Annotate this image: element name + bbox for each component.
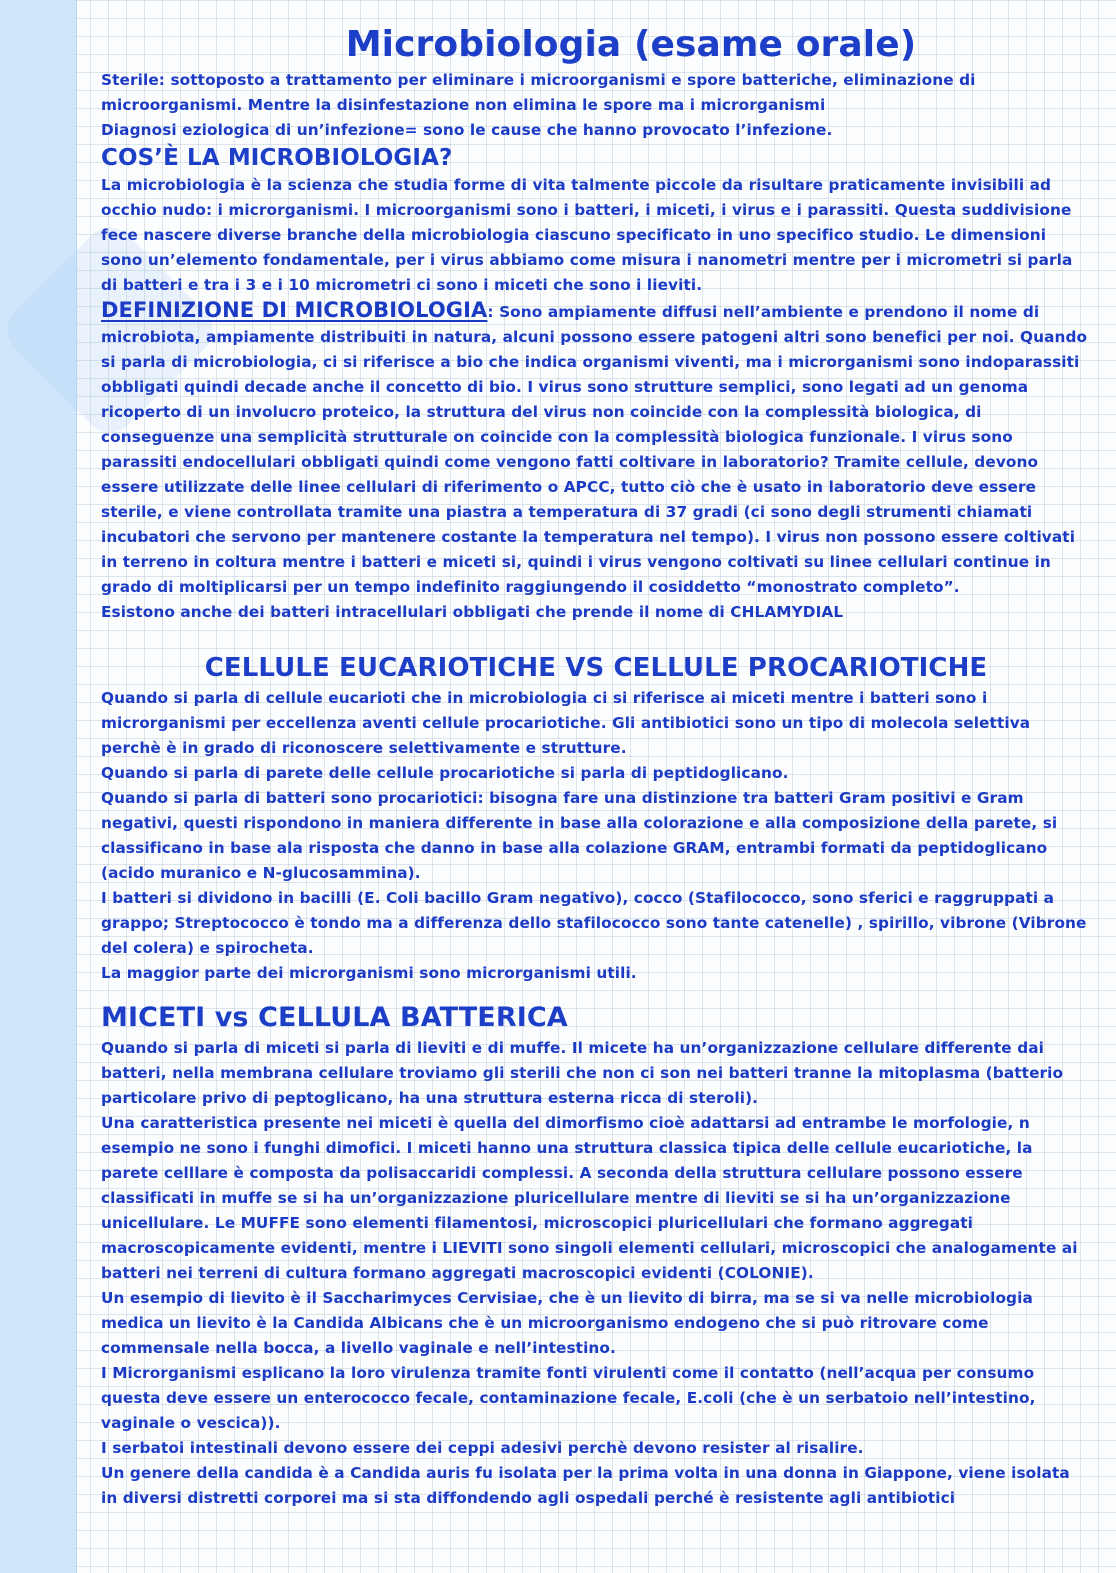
definition-text: : Sono ampiamente diffusi nell’ambiente e prendono il nome di microbiota, ampiamente distribuiti in natura, alcuni possono essere patogeni altri sono benefici per noi. Quando si parla di microbiologia, ci si riferisce a bio che indica organismi viventi, ma i microrganismi sono indoparassiti obbligati quindi decade anche il concetto di bio. I virus sono strutture semplici, sono legati ad un genoma ricoperto di un involucro proteico, la struttura del virus non coincide con la complessità biologica, di conseguenze una semplicità strutturale on coincide con la complessità biologica funzionale. I virus sono parassiti endocellulari obbligati quindi come vengono fatti coltivare in laboratorio? Tramite cellule, devono essere utilizzate delle linee cellulari di riferimento o APCC, tutto ciò che è usato in laboratorio deve essere sterile, e viene controllata tramite una piastra a temperatura di 37 gradi (ci sono degli strumenti chiamati incubatori che servono per mantenere costante la temperatura nel tempo). I virus non possono essere coltivati in terreno in coltura mentre i batteri e miceti si, quindi i virus vengono coltivati su linee cellulari continue in grado di moltiplicarsi per un tempo indefinito raggiungendo il cosiddetto “monostrato completo”. [101,303,1088,596]
section-paragraph: Quando si parla di cellule eucarioti che in microbiologia ci si riferisce ai miceti mentre i batteri sono i microrganismi per eccellenza aventi cellule procariotiche. Gli antibiotici sono un tipo di molecola selettiva perchè è in grado di riconoscere selettivamente e strutture. [101,689,1031,757]
side-strip [0,0,77,1573]
section-paragraph: Quando si parla di batteri sono procariotici: bisogna fare una distinzione tra batteri Gram positivi e Gram negativi, questi rispondono in maniera differente in base alla colorazione e alla composizione della parete, si classificano in base ala risposta che danno in base alla colazione GRAM, entrambi formati da peptidoglicano (acido muranico e N-glucosammina). [101,789,1058,882]
page-title: Microbiologia (esame orale) [345,24,917,65]
section-paragraph: La microbiologia è la scienza che studia forme di vita talmente piccole da risultare praticamente invisibili ad occhio nudo: i microrganismi. I microorganismi sono i batteri, i miceti, i virus e i parassiti. Questa suddivisione fece nascere diverse branche della microbiologia ciascuno specificato in uno specifico studio. Le dimensioni sono un’elemento fondamentale, per i virus abbiamo come misura i nanometri mentre per i micrometri si parla di batteri e tra i 3 e i 10 micrometri ci sono i miceti che sono i lieviti. [101,176,1073,294]
definition-heading: DEFINIZIONE DI MICROBIOLOGIA [101,298,488,322]
definition-paragraph [101,298,1091,600]
section-paragraph: Quando si parla di parete delle cellule procariotiche si parla di peptidoglicano. [101,764,789,782]
section-paragraph: Un genere della candida è a Candida auris fu isolata per la prima volta in una donna in Giappone, viene isolata in diversi distretti corporei ma si sta diffondendo agli ospedali perché è resistente agli antibiotici [101,1464,1070,1507]
section-heading: CELLULE EUCARIOTICHE VS CELLULE PROCARIOTICHE [204,653,988,683]
section-paragraph: I serbatoi intestinali devono essere dei ceppi adesivi perchè devono resister al risalire. [101,1439,864,1457]
section-paragraph: I Microrganismi esplicano la loro virulenza tramite fonti virulenti come il contatto (nell’acqua per consumo questa deve essere un enterococco fecale, contaminazione fecale, E.coli (che è un serbatoio nell’intestino, vaginale o vescica)). [101,1364,1036,1432]
section-heading: COS’È LA MICROBIOLOGIA? [101,145,453,171]
document-body [101,22,1091,1511]
section-paragraph: La maggior parte dei microrganismi sono microrganismi utili. [101,964,637,982]
section-paragraph: I batteri si dividono in bacilli (E. Coli bacillo Gram negativo), cocco (Stafilococco, sono sferici e raggruppati a grappo; Streptococco è tondo ma a differenza dello stafilococco sono tante catenelle) , spirillo, vibrone (Vibrone del colera) e spirocheta. [101,889,1087,957]
section-paragraph: Un esempio di lievito è il Saccharimyces Cervisiae, che è un lievito di birra, ma se si va nelle microbiologia medica un lievito è la Candida Albicans che è un microorganismo endogeno che si può ritrovare come commensale nella bocca, a livello vaginale e nell’intestino. [101,1289,1033,1357]
section-paragraph: Una caratteristica presente nei miceti è quella del dimorfismo cioè adattarsi ad entrambe le morfologie, n esempio ne sono i funghi dimofici. I miceti hanno una struttura classica tipica delle cellule eucariotiche, la parete celllare è composta da polisaccaridi complessi. A seconda della struttura cellulare possono essere classificati in muffe se si ha un’organizzazione pluricellulare mentre di lieviti se si ha un’organizzazione unicellulare. Le MUFFE sono elementi filamentosi, microscopici pluricellulari che formano aggregati macroscopicamente evidenti, mentre i LIEVITI sono singoli elementi cellulari, microscopici che analogamente ai batteri nei terreni di cultura formano aggregati macroscopici evidenti (COLONIE). [101,1114,1078,1282]
intro-paragraph: Sterile: sottoposto a trattamento per eliminare i microorganismi e spore batteriche, eliminazione di microorganismi. Mentre la disinfestazione non elimina le spore ma i microrganismi [101,71,976,114]
section-heading: MICETI vs CELLULA BATTERICA [101,1002,568,1033]
intro-paragraph: Diagnosi eziologica di un’infezione= sono le cause che hanno provocato l’infezione. [101,121,833,139]
section-paragraph: Quando si parla di miceti si parla di lieviti e di muffe. Il micete ha un’organizzazione cellulare differente dai batteri, nella membrana cellulare troviamo gli sterili che non ci son nei batteri tranne la mitoplasma (batterio particolare privo di peptoglicano, ha una struttura esterna ricca di steroli). [101,1039,1064,1107]
section-paragraph: Esistono anche dei batteri intracellulari obbligati che prende il nome di CHLAMYDIAL [101,603,844,621]
